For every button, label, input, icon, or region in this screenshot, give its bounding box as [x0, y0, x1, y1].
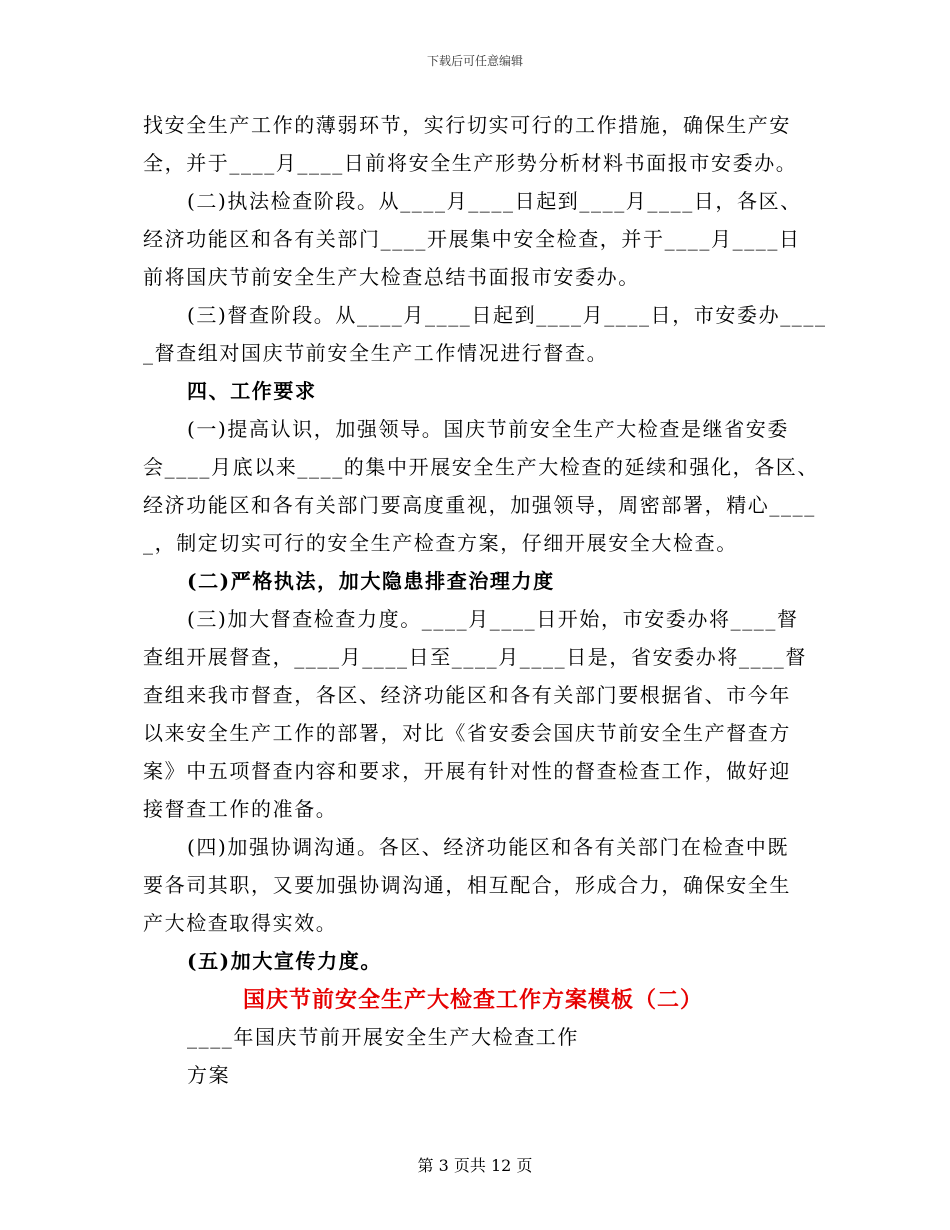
body-paragraphs: [143, 106, 827, 980]
text-line: _督查组对国庆节前安全生产工作情况进行督查。: [143, 341, 609, 365]
document-title: 国庆节前安全生产大检查工作方案模板（二）: [242, 987, 703, 1013]
text-line: _，制定切实可行的安全生产检查方案，仔细开展安全大检查。: [143, 531, 738, 555]
text-line: 前将国庆节前安全生产大检查总结书面报市安委办。: [143, 265, 640, 289]
text-line: 接督查工作的准备。: [143, 797, 338, 821]
text-line: (二)执法检查阶段。从____月____日起到____月____日，各区、: [187, 189, 802, 213]
text-line: (五)加大宣传力度。: [187, 949, 382, 973]
text-line: 要各司其职，又要加强协调沟通，相互配合，形成合力，确保安全生: [143, 873, 791, 897]
text-line: 查组来我市督查，各区、经济功能区和各有关部门要根据省、市今年: [143, 683, 791, 707]
text-line: (三)督查阶段。从____月____日起到____月____日，市安委办____: [187, 303, 827, 327]
subtitle-line: ____年国庆节前开展安全生产大检查工作: [187, 1025, 579, 1049]
text-line: 查组开展督查，____月____日至____月____日是，省安委办将____督: [143, 645, 807, 669]
page-footer: 第 3 页共 12 页: [417, 1156, 533, 1175]
document-body: [143, 106, 827, 1094]
text-line: (四)加强协调沟通。各区、经济功能区和各有关部门在检查中既: [187, 835, 790, 859]
text-line: (一)提高认识，加强领导。国庆节前安全生产大检查是继省安委: [187, 417, 790, 441]
text-line: 四、工作要求: [187, 379, 317, 403]
text-line: 找安全生产工作的薄弱环节，实行切实可行的工作措施，确保生产安: [143, 113, 791, 137]
text-line: 以来安全生产工作的部署，对比《省安委会国庆节前安全生产督查方: [143, 721, 791, 745]
header-note: 下载后可任意编辑: [426, 54, 523, 68]
text-line: 案》中五项督查内容和要求，开展有针对性的督查检查工作，做好迎: [143, 759, 791, 783]
text-line: 经济功能区和各有关部门要高度重视，加强领导，周密部署，精心____: [143, 493, 816, 517]
text-line: 经济功能区和各有关部门____开展集中安全检查，并于____月____日: [143, 227, 801, 251]
text-line: 会____月底以来____的集中开展安全生产大检查的延续和强化，各区、: [143, 455, 819, 479]
text-line: (三)加大督查检查力度。____月____日开始，市安委办将____督: [187, 607, 799, 631]
text-line: (二)严格执法，加大隐患排查治理力度: [187, 569, 555, 593]
subtitle-block: [143, 1018, 803, 1094]
subtitle-line: 方案: [187, 1063, 231, 1087]
text-line: 产大检查取得实效。: [143, 911, 338, 935]
text-line: 全，并于____月____日前将安全生产形势分析材料书面报市安委办。: [143, 151, 798, 175]
